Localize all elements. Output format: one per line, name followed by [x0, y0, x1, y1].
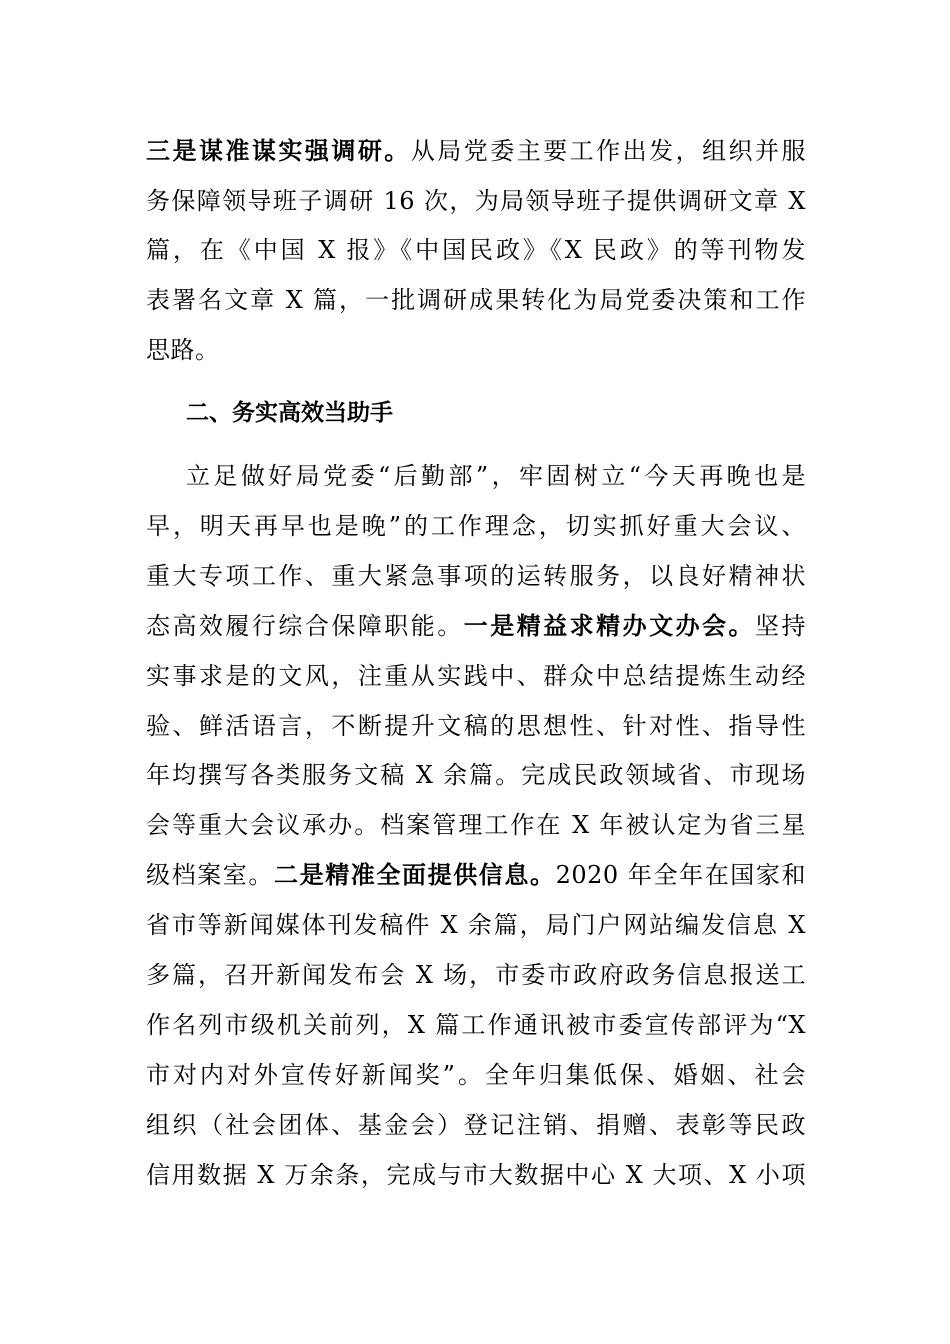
- section-heading: 二、务实高效当助手: [186, 400, 393, 426]
- paragraph-line: 会等重大会议承办。档案管理工作在 X 年被认定为省三星: [146, 811, 806, 839]
- bold-lead: 一是精益求精办文办会。: [463, 611, 756, 640]
- paragraph-line: [146, 606, 806, 646]
- paragraph-line: 信用数据 X 万余条，完成与市大数据中心 X 大项、X 小项: [146, 1161, 806, 1189]
- paragraph-line: 立足做好局党委“后勤部”，牢固树立“今天再晚也是: [186, 462, 806, 490]
- paragraph-line: 多篇，召开新闻发布会 X 场，市委市政府政务信息报送工: [146, 961, 806, 989]
- text-run: 2020 年全年在国家和: [555, 861, 806, 889]
- bold-lead: 二是精准全面提供信息。: [274, 860, 556, 889]
- text-run: 态高效履行综合保障职能。: [146, 612, 464, 640]
- paragraph-line: 年均撰写各类服务文稿 X 余篇。完成民政领域省、市现场: [146, 761, 806, 789]
- paragraph-line: 篇，在《中国 X 报》《中国民政》《X 民政》的等刊物发: [146, 236, 806, 264]
- paragraph-line: [146, 855, 806, 895]
- bold-lead: 三是谋准谋实强调研。: [146, 136, 411, 165]
- paragraph-line: 思路。: [146, 336, 220, 364]
- paragraph-line: 作名列市级机关前列，X 篇工作通讯被市委宣传部评为“X: [146, 1011, 806, 1039]
- paragraph-line: 组织（社会团体、基金会）登记注销、捐赠、表彰等民政: [146, 1111, 806, 1139]
- paragraph-line: 实事求是的文风，注重从实践中、群众中总结提炼生动经: [146, 662, 806, 690]
- paragraph-line: 表署名文章 X 篇，一批调研成果转化为局党委决策和工作: [146, 286, 806, 314]
- paragraph-line: 省市等新闻媒体刊发稿件 X 余篇，局门户网站编发信息 X: [146, 911, 806, 939]
- paragraph-line: 重大专项工作、重大紧急事项的运转服务，以良好精神状: [146, 562, 806, 590]
- paragraph-line: [146, 131, 806, 171]
- text-run: 级档案室。: [146, 861, 274, 889]
- paragraph-line: 市对内对外宣传好新闻奖”。全年归集低保、婚姻、社会: [146, 1061, 806, 1089]
- paragraph-line: 验、鲜活语言，不断提升文稿的思想性、针对性、指导性: [146, 712, 806, 740]
- text-run: 坚持: [755, 612, 807, 640]
- paragraph-line: 务保障领导班子调研 16 次，为局领导班子提供调研文章 X: [146, 187, 806, 215]
- text-run: 从局党委主要工作出发，组织并服: [410, 137, 807, 165]
- paragraph-line: 早，明天再早也是晚”的工作理念，切实抓好重大会议、: [146, 512, 806, 540]
